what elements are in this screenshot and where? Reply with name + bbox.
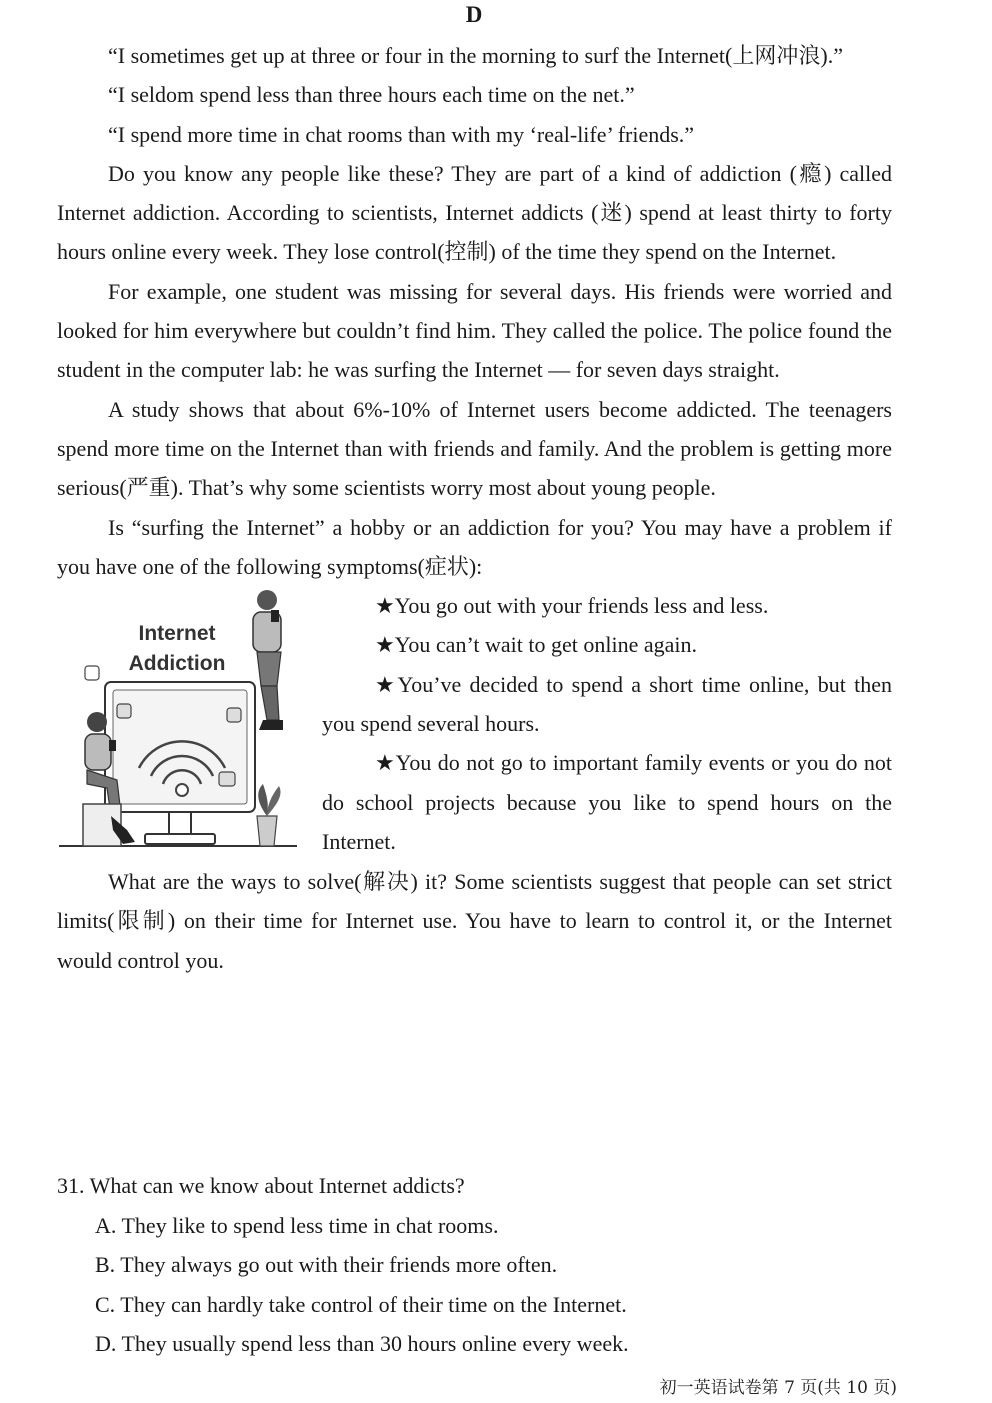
option-d: D. They usually spend less than 30 hours online every week. [95,1331,629,1357]
symptom-item: ★You do not go to important family events or you do not do school projects because you like to spend hours on the Internet. [322,750,892,854]
symptom-item: ★You can’t wait to get online again. [375,632,697,658]
internet-addiction-illustration [57,590,302,852]
man-with-phone-figure [253,590,283,730]
option-a: A. They like to spend less time in chat rooms. [95,1212,499,1238]
question-stem: 31. What can we know about Internet addicts? [57,1173,465,1198]
reading-passage [57,36,892,980]
plant-decoration [257,784,281,846]
option-c: C. They can hardly take control of their time on the Internet. [95,1291,627,1317]
quote-paragraph-3: “I spend more time in chat rooms than with my ‘real-life’ friends.” [108,121,695,147]
quote-paragraph-2: “I seldom spend less than three hours each time on the net.” [108,82,635,108]
figure-title-line2: Addiction [128,652,226,676]
option-b: B. They always go out with their friends more often. [95,1252,558,1278]
quote-paragraph-1: “I sometimes get up at three or four in the morning to surf the Internet(上网冲浪).” [108,43,843,68]
body-paragraph-example: For example, one student was missing for several days. His friends were worried and looked for him everywhere but couldn’t find him. They called the police. The police found the student in the computer lab: he was surfing the Internet — for seven days straight. [57,278,892,383]
figure-title-line1: Internet [138,622,216,646]
body-paragraph-solution: What are the ways to solve(解决) it? Some scientists suggest that people can set strict limits(限制) on their time for Internet use. You have to learn to control it, or the Internet would control you. [57,869,892,973]
body-paragraph-addiction: Do you know any people like these? They are part of a kind of addiction (瘾) called Internet addiction. According to scientists, Internet addicts (迷) spend at least thirty to forty hours online every week. They lose control(控制) of the time they spend on the Internet. [57,160,892,265]
symptom-item: ★You’ve decided to spend a short time online, but then you spend several hours. [322,671,892,737]
body-paragraph-symptoms-intro: Is “surfing the Internet” a hobby or an addiction for you? You may have a problem if you have one of the following symptoms(症状): [57,514,892,579]
symptom-block [57,586,892,862]
body-paragraph-study: A study shows that about 6%-10% of Internet users become addicted. The teenagers spend more time on the Internet than with friends and family. And the problem is getting more serious(严重). That’s why some scientists worry most about young people. [57,396,892,501]
section-heading: D [465,2,483,27]
question-31 [57,1166,892,1364]
symptom-list [322,586,892,861]
symptom-item: ★You go out with your friends less and less. [375,593,769,619]
page-footer: 初一英语试卷第 7 页(共 10 页) [659,1378,897,1398]
